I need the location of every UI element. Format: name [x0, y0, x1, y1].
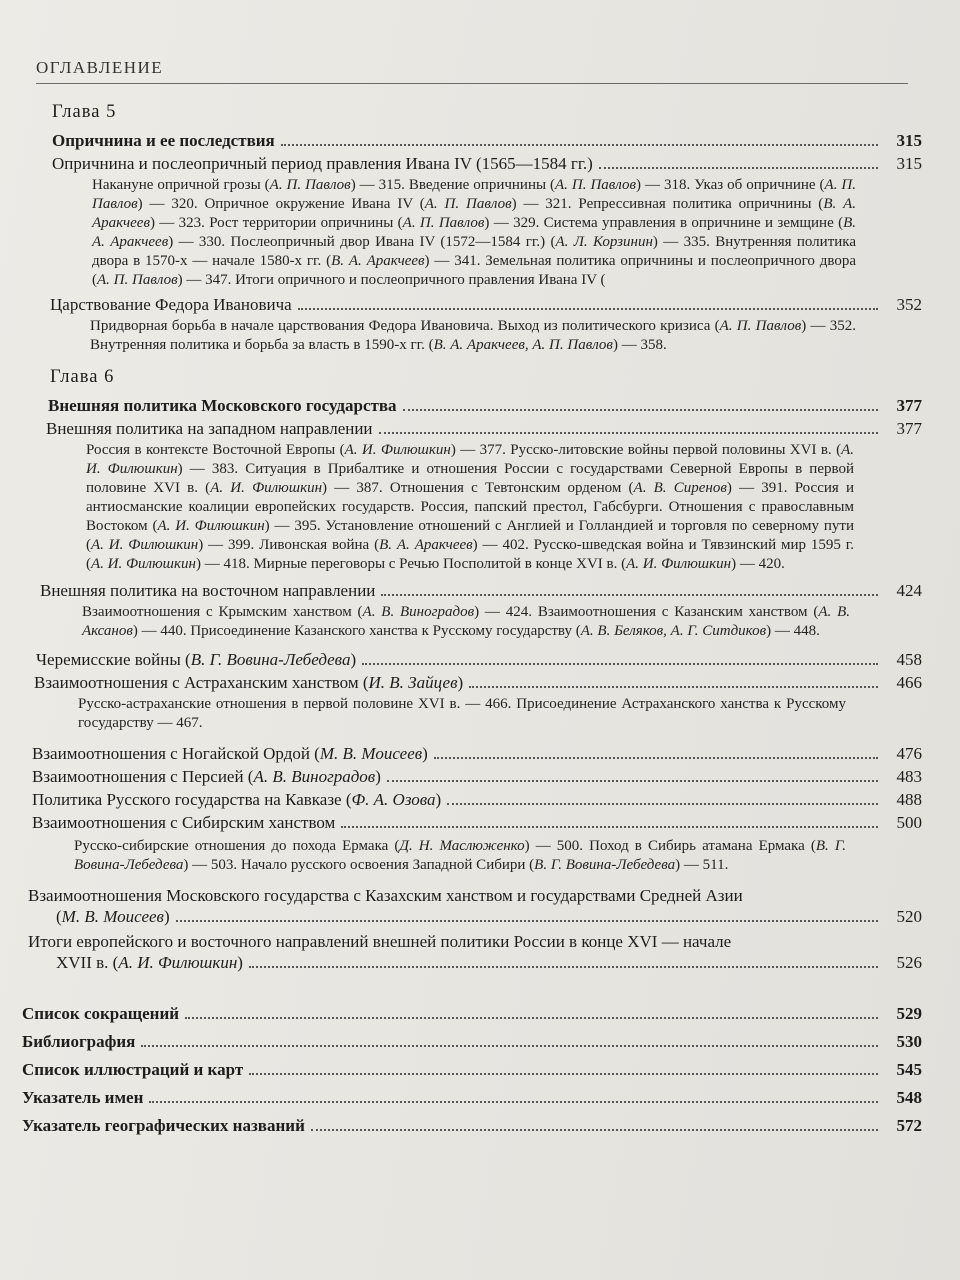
sub-text: ) — 315. Введение опричнины (	[350, 177, 556, 193]
toc-entry-kazakh-line1[interactable]: Взаимоотношения Московского государства с Казахским ханством и государствами Средней Азии	[28, 886, 743, 905]
leader-dots	[381, 594, 878, 596]
author: В. А. Аракчеев	[331, 253, 425, 269]
leader-dots	[379, 432, 878, 434]
toc-entry-kazakh[interactable]	[56, 906, 922, 927]
author: А. В. Виноградов	[253, 767, 376, 786]
leader-dots	[362, 663, 878, 665]
entry-title: Взаимоотношения с Персией (А. В. Виноградов)	[32, 767, 381, 786]
entry-title: Черемисские войны (В. Г. Вовина-Лебедева)	[36, 650, 357, 669]
sub-text: ) — 399. Ливонская война (	[198, 537, 380, 553]
toc-entry-caucasus[interactable]	[32, 789, 922, 810]
author: А. И. Филюшкин	[86, 442, 854, 477]
leader-dots	[599, 167, 878, 169]
entry-title: (М. В. Моисеев)	[56, 907, 170, 926]
page-number: 548	[896, 1088, 922, 1107]
page-number: 572	[896, 1116, 922, 1135]
sub-text: ) — 424. Взаимоотношения с Казанским ханством (	[474, 604, 819, 620]
author: А. П. Павлов	[402, 215, 485, 231]
author: А. П. Павлов	[92, 177, 857, 212]
toc-entry-east[interactable]	[40, 580, 922, 601]
author: В. А. Аракчеев	[92, 215, 856, 250]
subsection-list	[90, 317, 856, 355]
sub-text: ) — 420.	[731, 556, 785, 572]
author: А. И. Филюшкин	[210, 480, 323, 496]
sub-text: ) — 418. Мирные переговоры с Речью Посполитой в конце XVI в. (	[195, 556, 627, 572]
page-number: 529	[896, 1004, 922, 1023]
page-number: 526	[896, 953, 922, 972]
page-number: 315	[896, 154, 922, 173]
entry-title: Указатель имен	[22, 1088, 144, 1107]
leader-dots	[387, 780, 878, 782]
leader-dots	[185, 1017, 878, 1019]
subsection-list	[86, 441, 854, 574]
page-number: 520	[896, 907, 922, 926]
leader-dots	[341, 826, 878, 828]
entry-title: Внешняя политика на западном направлении	[46, 419, 373, 438]
sub-text: ) — 352. Внутренняя политика и борьба за власть в 1590-х гг. (	[90, 318, 856, 353]
entry-title: Политика Русского государства на Кавказе (Ф. А. Озова)	[32, 790, 442, 809]
sub-text: ) — 503. Начало русского освоения Западной Сибири (	[183, 857, 535, 873]
toc-content	[22, 100, 922, 1136]
leader-dots	[311, 1129, 878, 1131]
page-number: 377	[896, 419, 922, 438]
sub-text: ) — 335. Внутренняя политика двора в 1570-х — начале 1580-х гг. (	[92, 234, 856, 269]
page-number: 488	[896, 790, 922, 809]
sub-text: Взаимоотношения с Крымским ханством (	[82, 604, 363, 620]
page-number: 377	[896, 396, 922, 415]
toc-entry-siberia[interactable]	[32, 812, 922, 833]
author: А. И. Филюшкин	[626, 556, 732, 572]
toc-entry-results[interactable]	[56, 952, 922, 973]
author: В. Г. Вовина-Лебедева	[534, 857, 676, 873]
leader-dots	[403, 409, 878, 411]
page-number: 315	[896, 131, 922, 150]
author: В. А. Аракчеев, А. П. Павлов	[433, 337, 613, 353]
page-number: 545	[896, 1060, 922, 1079]
sub-text: ) — 402. Русско-шведская война и Тявзинский мир 1595 г. (	[86, 537, 854, 572]
sub-text: ) — 341. Земельная политика опричнины и послеопричного двора (	[92, 253, 856, 288]
sub-text: ) — 391. Россия и антиосманские коалиции европейских государств. Россия, папский престол, Габсбурги. Отношения с православным Востоком (	[86, 480, 855, 534]
author: В. А. Аракчеев	[92, 196, 857, 231]
page-number: 424	[896, 581, 922, 600]
sub-text: ) — 358.	[612, 337, 667, 353]
subsection-list	[92, 176, 856, 290]
author: В. Г. Вовина-Лебедева	[190, 650, 351, 669]
author: А. И. Филюшкин	[91, 556, 196, 572]
author: А. В. Виноградов	[362, 604, 475, 620]
sub-text: ) — 511.	[675, 857, 729, 873]
page-number: 530	[896, 1032, 922, 1051]
page-number: 352	[896, 295, 922, 314]
author: А. В. Аксанов	[82, 604, 851, 639]
sub-text: ) — 377. Русско-литовские войны первой половины XVI в. (	[450, 442, 842, 458]
sub-text: ) — 318. Указ об опричнине (	[636, 177, 825, 193]
toc-entry-oprichnina-period[interactable]	[52, 153, 922, 174]
entry-title: Библиография	[22, 1032, 136, 1051]
author: А. Л. Корзинин	[555, 234, 653, 250]
leader-dots	[298, 308, 878, 310]
author: А. В. Сиренов	[633, 480, 727, 496]
page-number: 500	[896, 813, 922, 832]
sub-text: ) — 500. Поход в Сибирь атамана Ермака (	[524, 838, 816, 854]
toc-entry-cheremis[interactable]	[36, 649, 922, 670]
author: М. В. Моисеев	[61, 907, 164, 926]
author: В. А. Аракчеев	[379, 537, 473, 553]
leader-dots	[141, 1045, 878, 1047]
entry-title: Взаимоотношения с Ногайской Ордой (М. В. Моисеев)	[32, 744, 428, 763]
sub-text: ) — 320. Опричное окружение Ивана IV (	[137, 196, 425, 212]
toc-entry-results-line1[interactable]: Итоги европейского и восточного направлений внешней политики России в конце XVI — начале	[28, 932, 732, 951]
toc-entry-illustrations[interactable]	[22, 1059, 922, 1080]
toc-entry-oprichnina[interactable]	[52, 130, 922, 151]
toc-entry-geo-index[interactable]	[22, 1115, 922, 1136]
sub-text: Россия в контексте Восточной Европы (	[86, 442, 345, 458]
toc-entry-persia[interactable]	[32, 766, 922, 787]
author: В. Г. Вовина-Лебедева	[74, 838, 847, 873]
page-number: 476	[896, 744, 922, 763]
author: А. П. Павлов	[719, 318, 802, 334]
page-number: 466	[896, 673, 922, 692]
subsection-list	[74, 837, 846, 875]
author: А. П. Павлов	[555, 177, 637, 193]
sub-text: ) — 329. Система управления в опричнине и земщине (	[484, 215, 844, 231]
sub-text: Накануне опричной грозы (	[92, 177, 270, 193]
entry-title: Царствование Федора Ивановича	[50, 295, 292, 314]
author: А. В. Беляков, А. Г. Ситдиков	[580, 623, 767, 639]
author: А. П. Павлов	[97, 272, 178, 288]
author: А. И. Филюшкин	[91, 537, 199, 553]
toc-entry-names-index[interactable]	[22, 1087, 922, 1108]
sub-text: ) — 440. Присоединение Казанского ханства к Русскому государству (	[132, 623, 581, 639]
entry-title: Взаимоотношения с Сибирским ханством	[32, 813, 336, 832]
leader-dots	[281, 144, 878, 146]
toc-entry-west[interactable]	[46, 418, 922, 439]
sub-text: ) — 330. Послеопричный двор Ивана IV (1572—1584 гг.) (	[168, 234, 556, 250]
toc-entry-fedor[interactable]	[50, 294, 922, 315]
entry-title: Список сокращений	[22, 1004, 180, 1023]
entry-title: Взаимоотношения с Астраханским ханством (И. В. Зайцев)	[34, 673, 464, 692]
entry-title: Внешняя политика Московского государства	[48, 396, 397, 415]
header-rule	[36, 83, 908, 84]
subsection-list	[82, 603, 850, 641]
sub-text: ) — 323. Рост территории опричнины (	[149, 215, 403, 231]
toc-entry-abbreviations[interactable]	[22, 1003, 922, 1024]
spacer	[22, 973, 922, 1003]
entry-title: XVII в. (А. И. Филюшкин)	[56, 953, 243, 972]
sub-text: ) — 448.	[766, 623, 820, 639]
leader-dots	[447, 803, 878, 805]
page-number: 483	[896, 767, 922, 786]
entry-title: Опричнина и послеопричный период правления Ивана IV (1565—1584 гг.)	[52, 154, 593, 173]
subsection-list: Русско-астраханские отношения в первой половине XVI в. — 466. Присоединение Астраханского ханства к Русскому государству — 467.	[78, 696, 846, 731]
entry-title: Указатель географических названий	[22, 1116, 305, 1135]
leader-dots	[434, 757, 878, 759]
author: А. П. Павлов	[424, 196, 512, 212]
leader-dots	[176, 920, 878, 922]
toc-entry-bibliography[interactable]	[22, 1031, 922, 1052]
leader-dots	[249, 1073, 878, 1075]
sub-text: ) — 383. Ситуация в Прибалтике и отношения России с государствами Северной Европы в первой половине XVI в. (	[86, 461, 854, 496]
entry-title: Список иллюстраций и карт	[22, 1060, 244, 1079]
entry-title: Внешняя политика на восточном направлении	[40, 581, 376, 600]
entry-title: Опричнина и ее последствия	[52, 131, 275, 150]
author: А. И. Филюшкин	[157, 518, 265, 534]
sub-text: ) — 321. Репрессивная политика опричнины (	[511, 196, 824, 212]
sub-text: Русско-сибирские отношения до похода Ермака (	[74, 838, 400, 854]
sub-text: ) — 347. Итоги опричного и послеопричного правления Ивана IV (	[177, 272, 606, 288]
leader-dots	[149, 1101, 878, 1103]
toc-entry-astrakhan[interactable]	[34, 672, 922, 693]
leader-dots	[469, 686, 878, 688]
author: А. И. Филюшкин	[118, 953, 238, 972]
author: Ф. А. Озова	[351, 790, 436, 809]
author: А. И. Филюшкин	[344, 442, 451, 458]
toc-entry-nogai[interactable]	[32, 743, 922, 764]
chapter-5-label: Глава 5	[52, 102, 117, 122]
author: М. В. Моисеев	[319, 744, 423, 763]
sub-text: ) — 395. Установление отношений с Англией и Голландией и торговля по северному пути (	[86, 518, 854, 553]
toc-entry-foreign-policy[interactable]	[48, 395, 922, 416]
author: Д. Н. Маслюженко	[399, 838, 525, 854]
chapter-6-label: Глава 6	[50, 367, 115, 387]
leader-dots	[249, 966, 878, 968]
author: А. П. Павлов	[269, 177, 351, 193]
running-head: ОГЛАВЛЕНИЕ	[36, 58, 164, 77]
author: И. В. Зайцев	[368, 673, 458, 692]
sub-text: ) — 387. Отношения с Тевтонским орденом (	[322, 480, 634, 496]
sub-text: Придворная борьба в начале царствования Федора Ивановича. Выход из политического кризиса (	[90, 318, 720, 334]
page-number: 458	[896, 650, 922, 669]
